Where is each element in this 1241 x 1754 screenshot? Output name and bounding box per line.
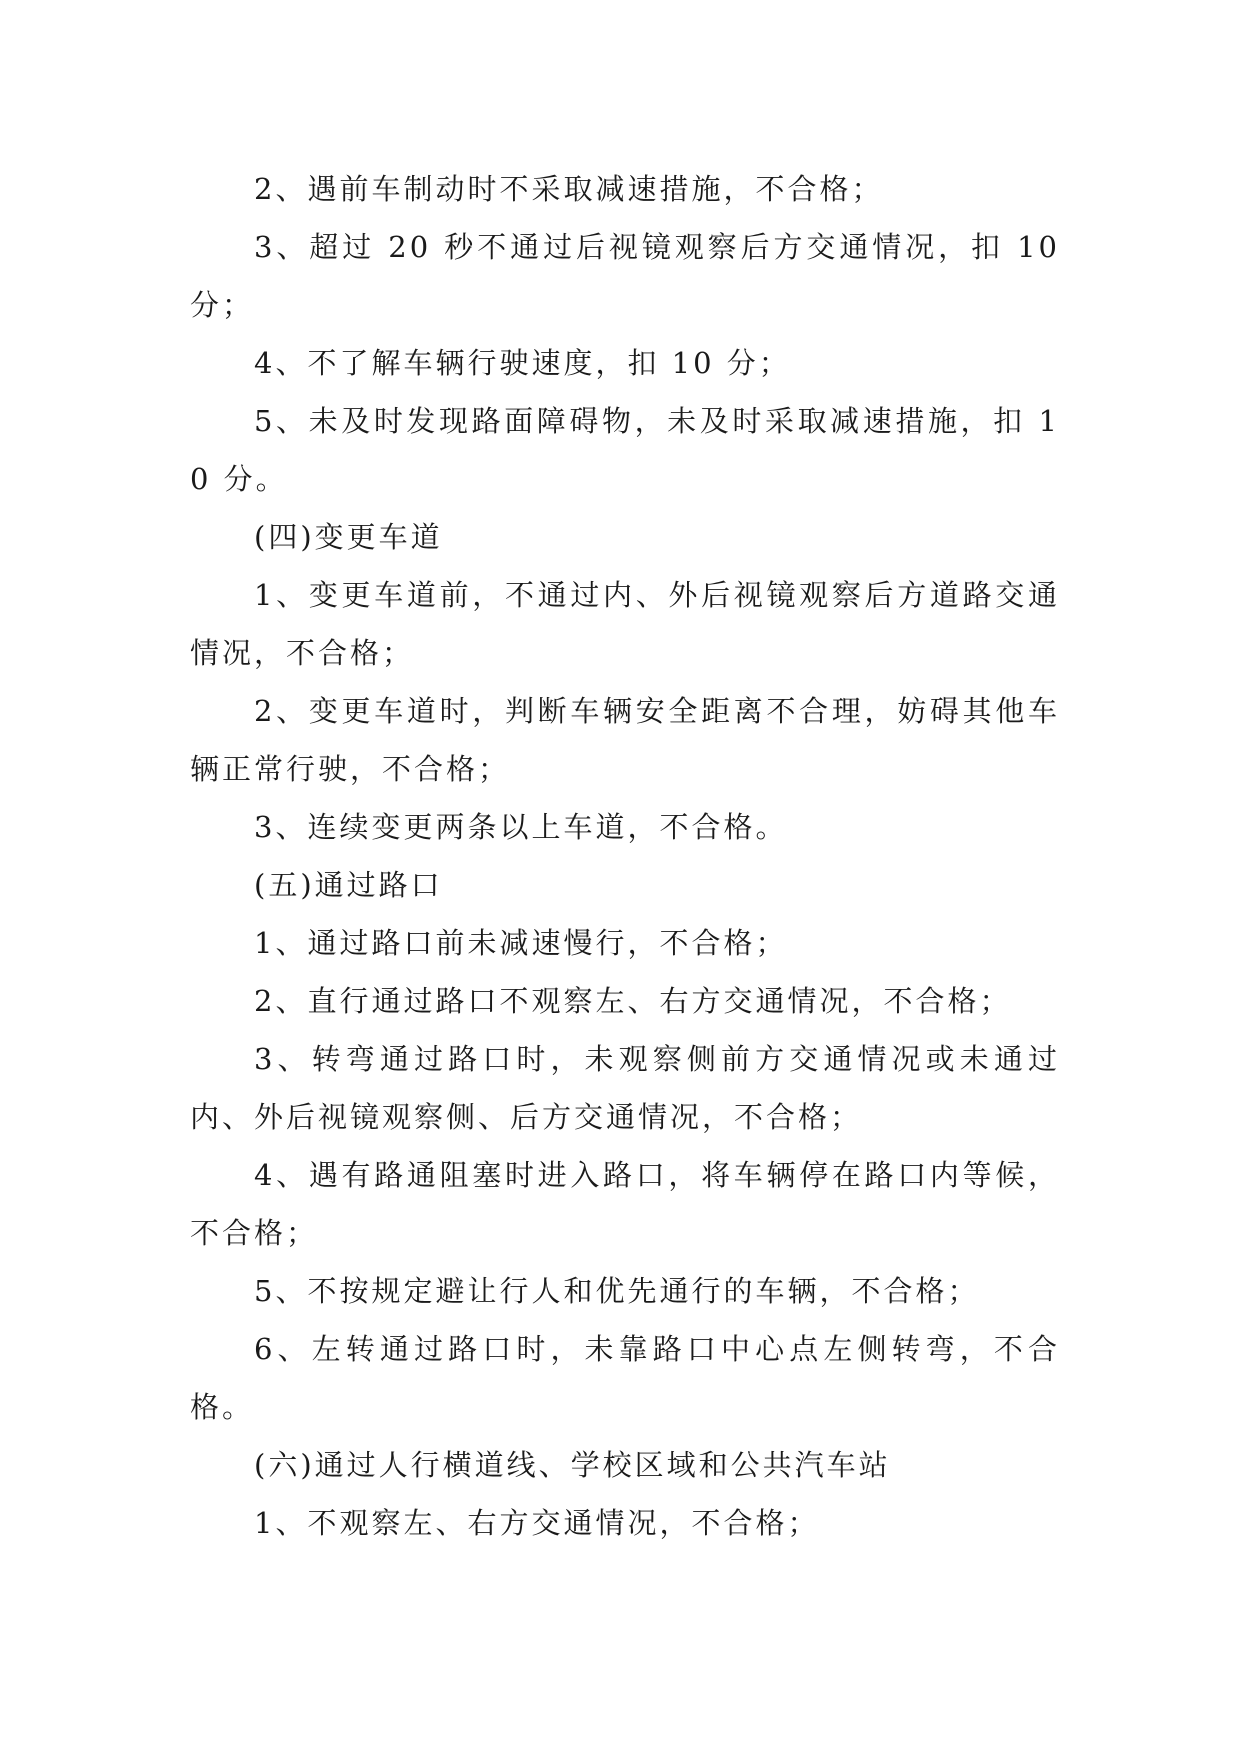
document-body: [190, 160, 1060, 1552]
paragraph: 2、变更车道时，判断车辆安全距离不合理，妨碍其他车辆正常行驶，不合格；: [190, 694, 1060, 786]
section-heading: (六)通过人行横道线、学校区域和公共汽车站: [254, 1448, 891, 1482]
paragraph: 5、不按规定避让行人和优先通行的车辆，不合格；: [254, 1274, 980, 1308]
paragraph: 3、超过 20 秒不通过后视镜观察后方交通情况，扣 10 分；: [190, 230, 1060, 322]
paragraph: 1、不观察左、右方交通情况，不合格；: [254, 1506, 820, 1540]
paragraph: 6、左转通过路口时，未靠路口中心点左侧转弯，不合格。: [190, 1332, 1060, 1424]
paragraph: 1、通过路口前未减速慢行，不合格；: [254, 926, 788, 960]
paragraph: 1、变更车道前，不通过内、外后视镜观察后方道路交通情况，不合格；: [190, 578, 1060, 670]
section-heading: (五)通过路口: [254, 868, 443, 902]
paragraph: 2、遇前车制动时不采取减速措施，不合格；: [254, 172, 884, 206]
paragraph: 4、遇有路通阻塞时进入路口，将车辆停在路口内等候，不合格；: [190, 1158, 1060, 1250]
paragraph: 3、连续变更两条以上车道，不合格。: [254, 810, 788, 844]
paragraph: 4、不了解车辆行驶速度，扣 10 分；: [254, 346, 791, 380]
paragraph: 2、直行通过路口不观察左、右方交通情况，不合格；: [254, 984, 1012, 1018]
section-heading: (四)变更车道: [254, 520, 443, 554]
paragraph: 5、未及时发现路面障碍物，未及时采取减速措施，扣 10 分。: [190, 404, 1060, 496]
paragraph: 3、转弯通过路口时，未观察侧前方交通情况或未通过内、外后视镜观察侧、后方交通情况，不合格；: [190, 1042, 1060, 1134]
